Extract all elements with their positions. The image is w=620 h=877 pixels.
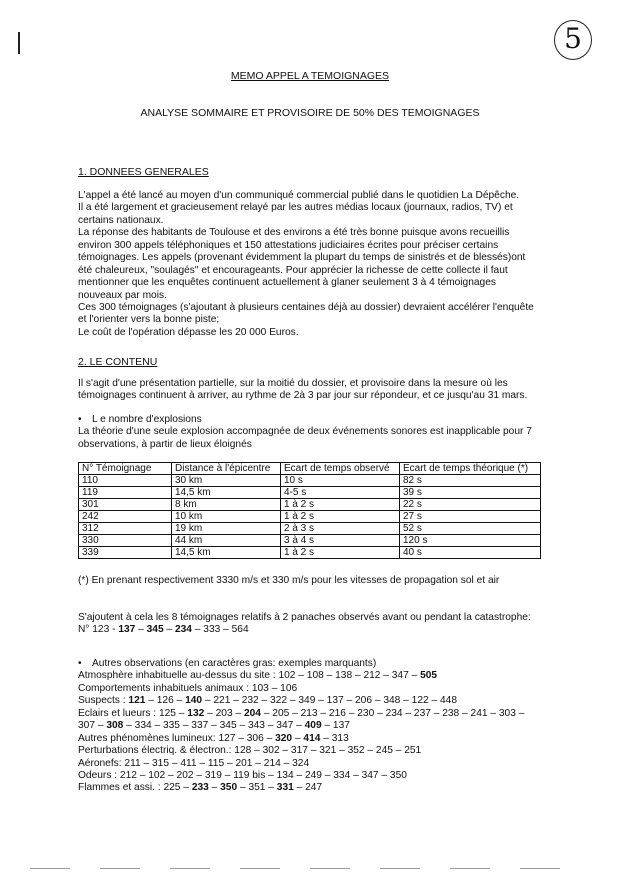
text-run: Eclairs et lueurs : 125 –: [78, 707, 188, 719]
memo-title: MEMO APPEL A TEMOIGNAGES: [230, 70, 390, 82]
text-run: – 203 –: [204, 707, 244, 719]
panaches-block: S'ajoutent à cela les 8 témoignages relatifs à 2 panaches observés avant ou pendant la catastrophe: N° 123 - 137 – 345 – 234 – 333 – 564: [78, 612, 558, 637]
memo-subtitle: ANALYSE SOMMAIRE ET PROVISOIRE DE 50% DES TEMOIGNAGES: [140, 107, 480, 119]
text-run: – 205 – 213 – 216 – 230 – 234 – 237 – 238 – 241 – 303 –: [260, 707, 525, 719]
table-row: [79, 487, 541, 499]
table-row: [79, 523, 541, 535]
highlighted-number: 409: [304, 720, 322, 732]
highlighted-number: 331: [276, 782, 294, 794]
text-run: N° 123 -: [78, 624, 119, 636]
table-cell: 44 km: [172, 535, 281, 547]
bullet-icon: •: [78, 658, 82, 669]
table-cell: 10 s: [281, 475, 400, 487]
text-run: – 126 –: [145, 695, 186, 707]
text-run: Autres phénomènes lumineux: 127 – 306 –: [78, 732, 276, 744]
table-cell: 120 s: [400, 535, 541, 547]
highlighted-number: 414: [303, 732, 321, 744]
highlighted-number: 308: [106, 720, 124, 732]
observation-line: [78, 782, 558, 794]
table-cell: 39 s: [400, 487, 541, 499]
table-row: [79, 475, 541, 487]
table-cell: 3 à 4 s: [281, 535, 400, 547]
text-run: Suspects :: [78, 695, 129, 707]
table-header-cell: Ecart de temps théorique (*): [400, 463, 541, 475]
witness-table: [78, 462, 541, 559]
table-cell: 1 à 2 s: [281, 499, 400, 511]
table-row: [79, 499, 541, 511]
section-2-heading: 2. LE CONTENU: [78, 356, 158, 368]
observation-line: [78, 758, 558, 770]
observation-line: [78, 720, 558, 732]
text-run: –: [135, 624, 147, 636]
table-cell: 8 km: [172, 499, 281, 511]
table-cell: 1 à 2 s: [281, 511, 400, 523]
section-1-body: [78, 190, 542, 339]
text-run: – 137: [321, 720, 350, 732]
table-cell: 312: [79, 523, 172, 535]
paragraph: Le coût de l'opération dépasse les 20 000 Euros.: [78, 326, 299, 338]
table-cell: 40 s: [400, 547, 541, 559]
paragraph: La réponse des habitants de Toulouse et des environs a été très bonne puisque avons recueillis environ 300 appels téléphoniques et 150 attestations judiciaires écrites pour préciser certains témoignages. Les appels (provenant évidemment la plupart du temps de sinistrés et de blessés)ont été chaleureux, "soulagés" et encourageants. Pour apprécier la richesse de cette collecte il faut mentionner que les enquêtes continuent actuellement à glaner seulement 3 à 4 témoignages nouveaux par mois.: [78, 227, 526, 301]
highlighted-number: 140: [185, 695, 203, 707]
text-run: 307 –: [78, 720, 107, 732]
bullet-observations: • Autres observations (en caractères gras: exemples marquants) Atmosphère inhabituelle au-dessus du site : 102 – 108 – 138 – 212 – 347 – 505 Comportements inhabituels animaux : 103 – 106 Suspects : 121 – 126 – 140 – 221 – 232 – 322 – 349 – 137 – 206 – 348 – 122 – 448 Eclairs et lueurs : 125 – 132 – 203 – 204 – 205 – 213 – 216 – 230 – 234 – 237 – 238 – 241 – 303 – 307 – 308 – 334 – 335 – 337 – 345 – 343 – 347 – 409 – 137 Autres phénomènes lumineux: 127 – 306 – 320 – 414 – 313 Perturbations électriq. & électron.: 128 – 302 – 317 – 321 – 352 – 245 – 251 Aéronefs: 211 – 315 – 411 – 115 – 201 – 214 – 324 Odeurs : 212 – 102 – 202 – 319 – 119 bis – 134 – 249 – 334 – 347 – 350 Flammes et assi. : 225 – 233 – 350 – 351 – 331 – 247: [78, 658, 558, 795]
table-cell: 82 s: [400, 475, 541, 487]
paragraph: L'appel a été lancé au moyen d'un communiqué commercial publié dans le quotidien La Dépêche.: [78, 190, 520, 201]
text-run: – 221 – 232 – 322 – 349 – 137 – 206 – 348 – 122 – 448: [202, 695, 457, 707]
text-run: – 313: [320, 732, 349, 744]
text-run: –: [163, 624, 175, 636]
bullet-explosions: • L e nombre d'explosions La théorie d'une seule explosion accompagnée de deux événements sonores est inapplicable pour 7 observations, à partir de lieux éloignés: [78, 414, 532, 450]
highlighted-number: 350: [220, 782, 238, 794]
table-cell: 30 km: [172, 475, 281, 487]
table-cell: 14,5 km: [172, 547, 281, 559]
observation-line: [78, 695, 558, 707]
text-run: – 333 – 564: [191, 624, 249, 636]
table-cell: 19 km: [172, 523, 281, 535]
highlighted-number: 505: [420, 670, 438, 682]
table-cell: 119: [79, 487, 172, 499]
highlighted-number: 137: [118, 624, 136, 636]
margin-mark: [18, 32, 20, 54]
table-cell: 52 s: [400, 523, 541, 535]
table-cell: 14,5 km: [172, 487, 281, 499]
table-cell: 110: [79, 475, 172, 487]
highlighted-number: 121: [128, 695, 146, 707]
table-cell: 330: [79, 535, 172, 547]
text-run: –: [208, 782, 221, 794]
table-cell: 339: [79, 547, 172, 559]
observation-line: [78, 770, 558, 782]
table-header-cell: Distance à l'épicentre: [172, 463, 281, 475]
scan-bottom-artifact: [30, 868, 590, 869]
table-cell: 10 km: [172, 511, 281, 523]
table-cell: 2 à 3 s: [281, 523, 400, 535]
text-run: Aéronefs: 211 – 315 – 411 – 115 – 201 – 214 – 324: [78, 757, 310, 769]
text-run: – 351 –: [237, 782, 277, 794]
text-run: Atmosphère inhabituelle au-dessus du site : 102 – 108 – 138 – 212 – 347 –: [78, 670, 421, 682]
table-row: [79, 547, 541, 559]
text-run: Odeurs : 212 – 102 – 202 – 319 – 119 bis – 134 – 249 – 334 – 347 – 350: [78, 769, 407, 781]
observation-line: [78, 683, 558, 695]
observations-list: [78, 670, 558, 794]
text-run: Flammes et assi. : 225 –: [78, 782, 192, 794]
text-run: Comportements inhabituels animaux : 103 – 106: [78, 682, 298, 694]
table-cell: 301: [79, 499, 172, 511]
text-run: –: [292, 732, 304, 744]
witness-table-wrap: [78, 462, 548, 559]
table-header-cell: Ecart de temps observé: [281, 463, 400, 475]
observation-line: [78, 708, 558, 720]
observation-line: [78, 733, 558, 745]
table-header-cell: N° Témoignage: [79, 463, 172, 475]
bullet-icon: •: [78, 414, 82, 425]
panaches-list: [78, 624, 558, 636]
highlighted-number: 204: [243, 707, 261, 719]
table-row: [79, 511, 541, 523]
table-cell: 4-5 s: [281, 487, 400, 499]
page-number-circle: 5: [554, 20, 592, 60]
table-cell: 22 s: [400, 499, 541, 511]
highlighted-number: 233: [191, 782, 209, 794]
section-1-heading: 1. DONNEES GENERALES: [78, 166, 209, 178]
highlighted-number: 345: [146, 624, 164, 636]
table-footnote: (*) En prenant respectivement 3330 m/s et 330 m/s pour les vitesses de propagation sol et air: [78, 575, 500, 586]
observation-line: [78, 670, 558, 682]
paragraph: Il a été largement et gracieusement relayé par les autres médias locaux (journaux, radios, TV) et certains nationaux.: [78, 202, 513, 226]
table-cell: 1 à 2 s: [281, 547, 400, 559]
table-cell: 242: [79, 511, 172, 523]
paragraph: Ces 300 témoignages (s'ajoutant à plusieurs centaines déjà au dossier) devraient accélérer l'enquête et l'orienter vers la bonne piste;: [78, 301, 534, 326]
text-run: – 247: [293, 782, 323, 794]
text-run: Perturbations électriq. & électron.: 128 – 302 – 317 – 321 – 352 – 245 – 251: [78, 745, 422, 757]
highlighted-number: 320: [275, 732, 293, 744]
observation-line: [78, 745, 558, 757]
table-cell: 27 s: [400, 511, 541, 523]
text-run: – 334 – 335 – 337 – 345 – 343 – 347 –: [123, 720, 305, 732]
section-2-intro: Il s'agit d'une présentation partielle, sur la moitié du dossier, et provisoire dans la mesure où les témoignages continuent à arriver, au rythme de 2à 3 par jour sur répondeur, et ce jusqu'au 31 mars.: [78, 378, 528, 402]
table-row: [79, 535, 541, 547]
highlighted-number: 234: [174, 624, 192, 636]
highlighted-number: 132: [187, 707, 205, 719]
